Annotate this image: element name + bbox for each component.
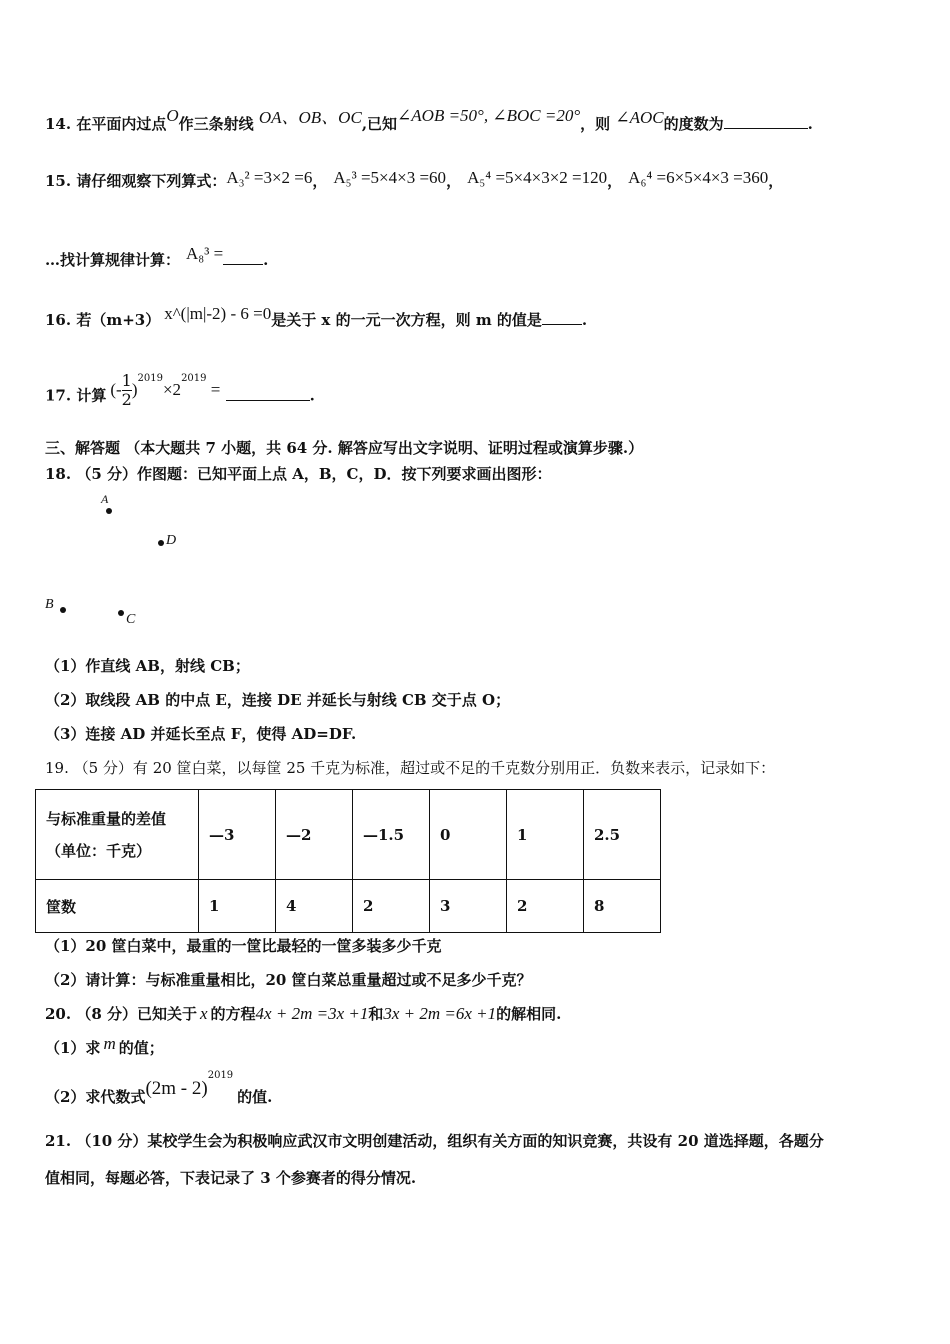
table-header-cell: 筐数 [36,880,199,933]
q16-end: . [581,311,588,329]
q17-exp1: 2019 [137,372,163,384]
q15-eq3: A₅⁴ =5×4×3×2 =120 [467,168,608,187]
q15-line [45,168,784,191]
q14-point: O [166,106,179,125]
q14-known: ,已知 [361,115,398,133]
q15-line2 [45,244,269,270]
table-cell: 4 [276,880,353,933]
q20-item2-b: 的值. [237,1088,273,1106]
q17-prefix: 17. 计算 [45,386,107,405]
table-cell: 2 [353,880,430,933]
q19-table [35,789,661,933]
q17-fraction [122,372,132,409]
q17-end: . [309,386,315,405]
q18-title: 18. （5 分）作图题：已知平面上点 A，B，C，D．按下列要求画出图形： [45,465,552,483]
q17-denominator: 2 [121,390,132,409]
table-header-cell [36,790,199,880]
q20-item1-var: m [103,1034,116,1053]
q20-item-2 [45,1070,273,1107]
q21-line1: 21. （10 分）某校学生会为积极响应武汉市文明创建活动，组织有关方面的知识竞赛，共设有 20 道选择题，各题分 [45,1132,824,1150]
q14-suffix: 的度数为 [663,115,724,133]
q17-answer-blank[interactable] [226,384,310,401]
q20-eq2: 3x + 2m =6x +1 [383,1004,497,1023]
q14-rays: OA、OB、OC [258,108,362,127]
q17-eq: = [206,379,221,399]
table-cell: 8 [584,880,661,933]
table-cell: 1 [507,790,584,880]
q15-sep3: ， [607,172,623,190]
q20-item2-a: （2）求代数式 [45,1088,146,1106]
q20-line [45,1004,561,1024]
q15-eq2: A₅³ =5×4×3 =60 [333,168,447,187]
q20-item-1 [45,1034,164,1058]
table-cell: 0 [430,790,507,880]
q15-eq4: A₆⁴ =6×5×4×3 =360 [628,168,769,187]
q14-answer-blank[interactable] [724,112,808,129]
q19-item-2: （2）请计算：与标准重量相比，20 筐白菜总重量超过或不足多少千克？ [45,971,532,989]
point-c-dot [118,610,124,616]
q20-item2-expr: (2m - 2) [145,1078,208,1099]
point-a-dot [106,508,112,514]
q15-answer-blank[interactable] [223,248,263,265]
q15-sep2: ， [446,172,462,190]
table-cell: 2 [507,880,584,933]
point-c-label: C [126,612,136,627]
q20-eq1: 4x + 2m =3x +1 [255,1004,369,1023]
q19-title: 19. （5 分）有 20 筐白菜，以每筐 25 千克为标准，超过或不足的千克数分别用正．负数来表示，记录如下： [45,759,776,777]
table-row [36,790,661,880]
q16-equation: x^(|m|-2) - 6 =0 [164,304,272,323]
section3-heading: 三、解答题 （本大题共 7 小题，共 64 分. 解答应写出文字说明、证明过程或演算步骤.） [45,439,644,457]
q17-line [45,371,315,415]
q20-suffix: 的解相同. [496,1005,562,1023]
q14-line [45,106,813,134]
q15-ask: A₈³ = [186,244,224,263]
table-cell: 2.5 [584,790,661,880]
q16-answer-blank[interactable] [542,308,582,325]
q20-mid: 的方程 [210,1005,256,1023]
q18-item-2: （2）取线段 AB 的中点 E，连接 DE 并延长与射线 CB 交于点 O； [45,691,511,709]
table-cell: 3 [430,880,507,933]
table-cell: —1.5 [353,790,430,880]
point-a-label: A [101,492,109,506]
q14-then: ，则 [580,115,611,133]
q15-sep1: ， [312,172,328,190]
table-cell: 1 [199,880,276,933]
q15-sep4: ， [768,172,784,190]
q17-exp2: 2019 [181,372,207,384]
header-line-b: （单位：千克） [46,841,152,860]
q14-mid: 作三条射线 [178,115,254,133]
q15-eq1: A₃² =3×2 =6 [226,168,313,187]
point-b-dot [60,607,66,613]
q20-item1-b: 的值； [118,1039,164,1057]
q21-line2: 值相同，每题必答，下表记录了 3 个参赛者的得分情况. [45,1169,417,1187]
table-cell: —2 [276,790,353,880]
q18-item-3: （3）连接 AD 并延长至点 F，使得 AD=DF. [45,725,357,743]
q14-end: . [807,115,813,133]
q20-and: 和 [368,1005,384,1023]
q20-item2-exp: 2019 [207,1070,234,1081]
q20-var: x [199,1004,208,1023]
q15-line2-prefix: …找计算规律计算： [45,251,181,269]
header-line-a: 与标准重量的差值 [46,809,167,828]
q16-middle: 是关于 x 的一元一次方程，则 m 的值是 [271,311,542,329]
point-b-label: B [45,597,54,612]
q16-prefix: 16. 若（m+3） [45,311,161,329]
q14-target: ∠AOC [615,108,664,127]
q20-prefix: 20. （8 分）已知关于 [45,1005,197,1023]
q19-item-1: （1）20 筐白菜中，最重的一筐比最轻的一筐多装多少千克 [45,937,442,955]
q17-open: (- [110,379,122,399]
q17-times: ×2 [162,379,182,399]
q18-item-1: （1）作直线 AB，射线 CB； [45,657,250,675]
q14-condition: ∠AOB =50°, ∠BOC =20° [397,106,581,125]
table-row [36,880,661,933]
q20-item1-a: （1）求 [45,1039,101,1057]
q15-prefix: 15. 请仔细观察下列算式： [45,172,227,190]
q14-prefix: 14. 在平面内过点 [45,115,167,133]
q15-end: . [263,251,269,269]
q17-numerator: 1 [121,371,132,390]
q17-close: ) [131,379,138,399]
q16-line [45,304,588,330]
point-d-label: D [166,533,177,548]
point-d-dot [158,540,164,546]
table-cell: —3 [199,790,276,880]
